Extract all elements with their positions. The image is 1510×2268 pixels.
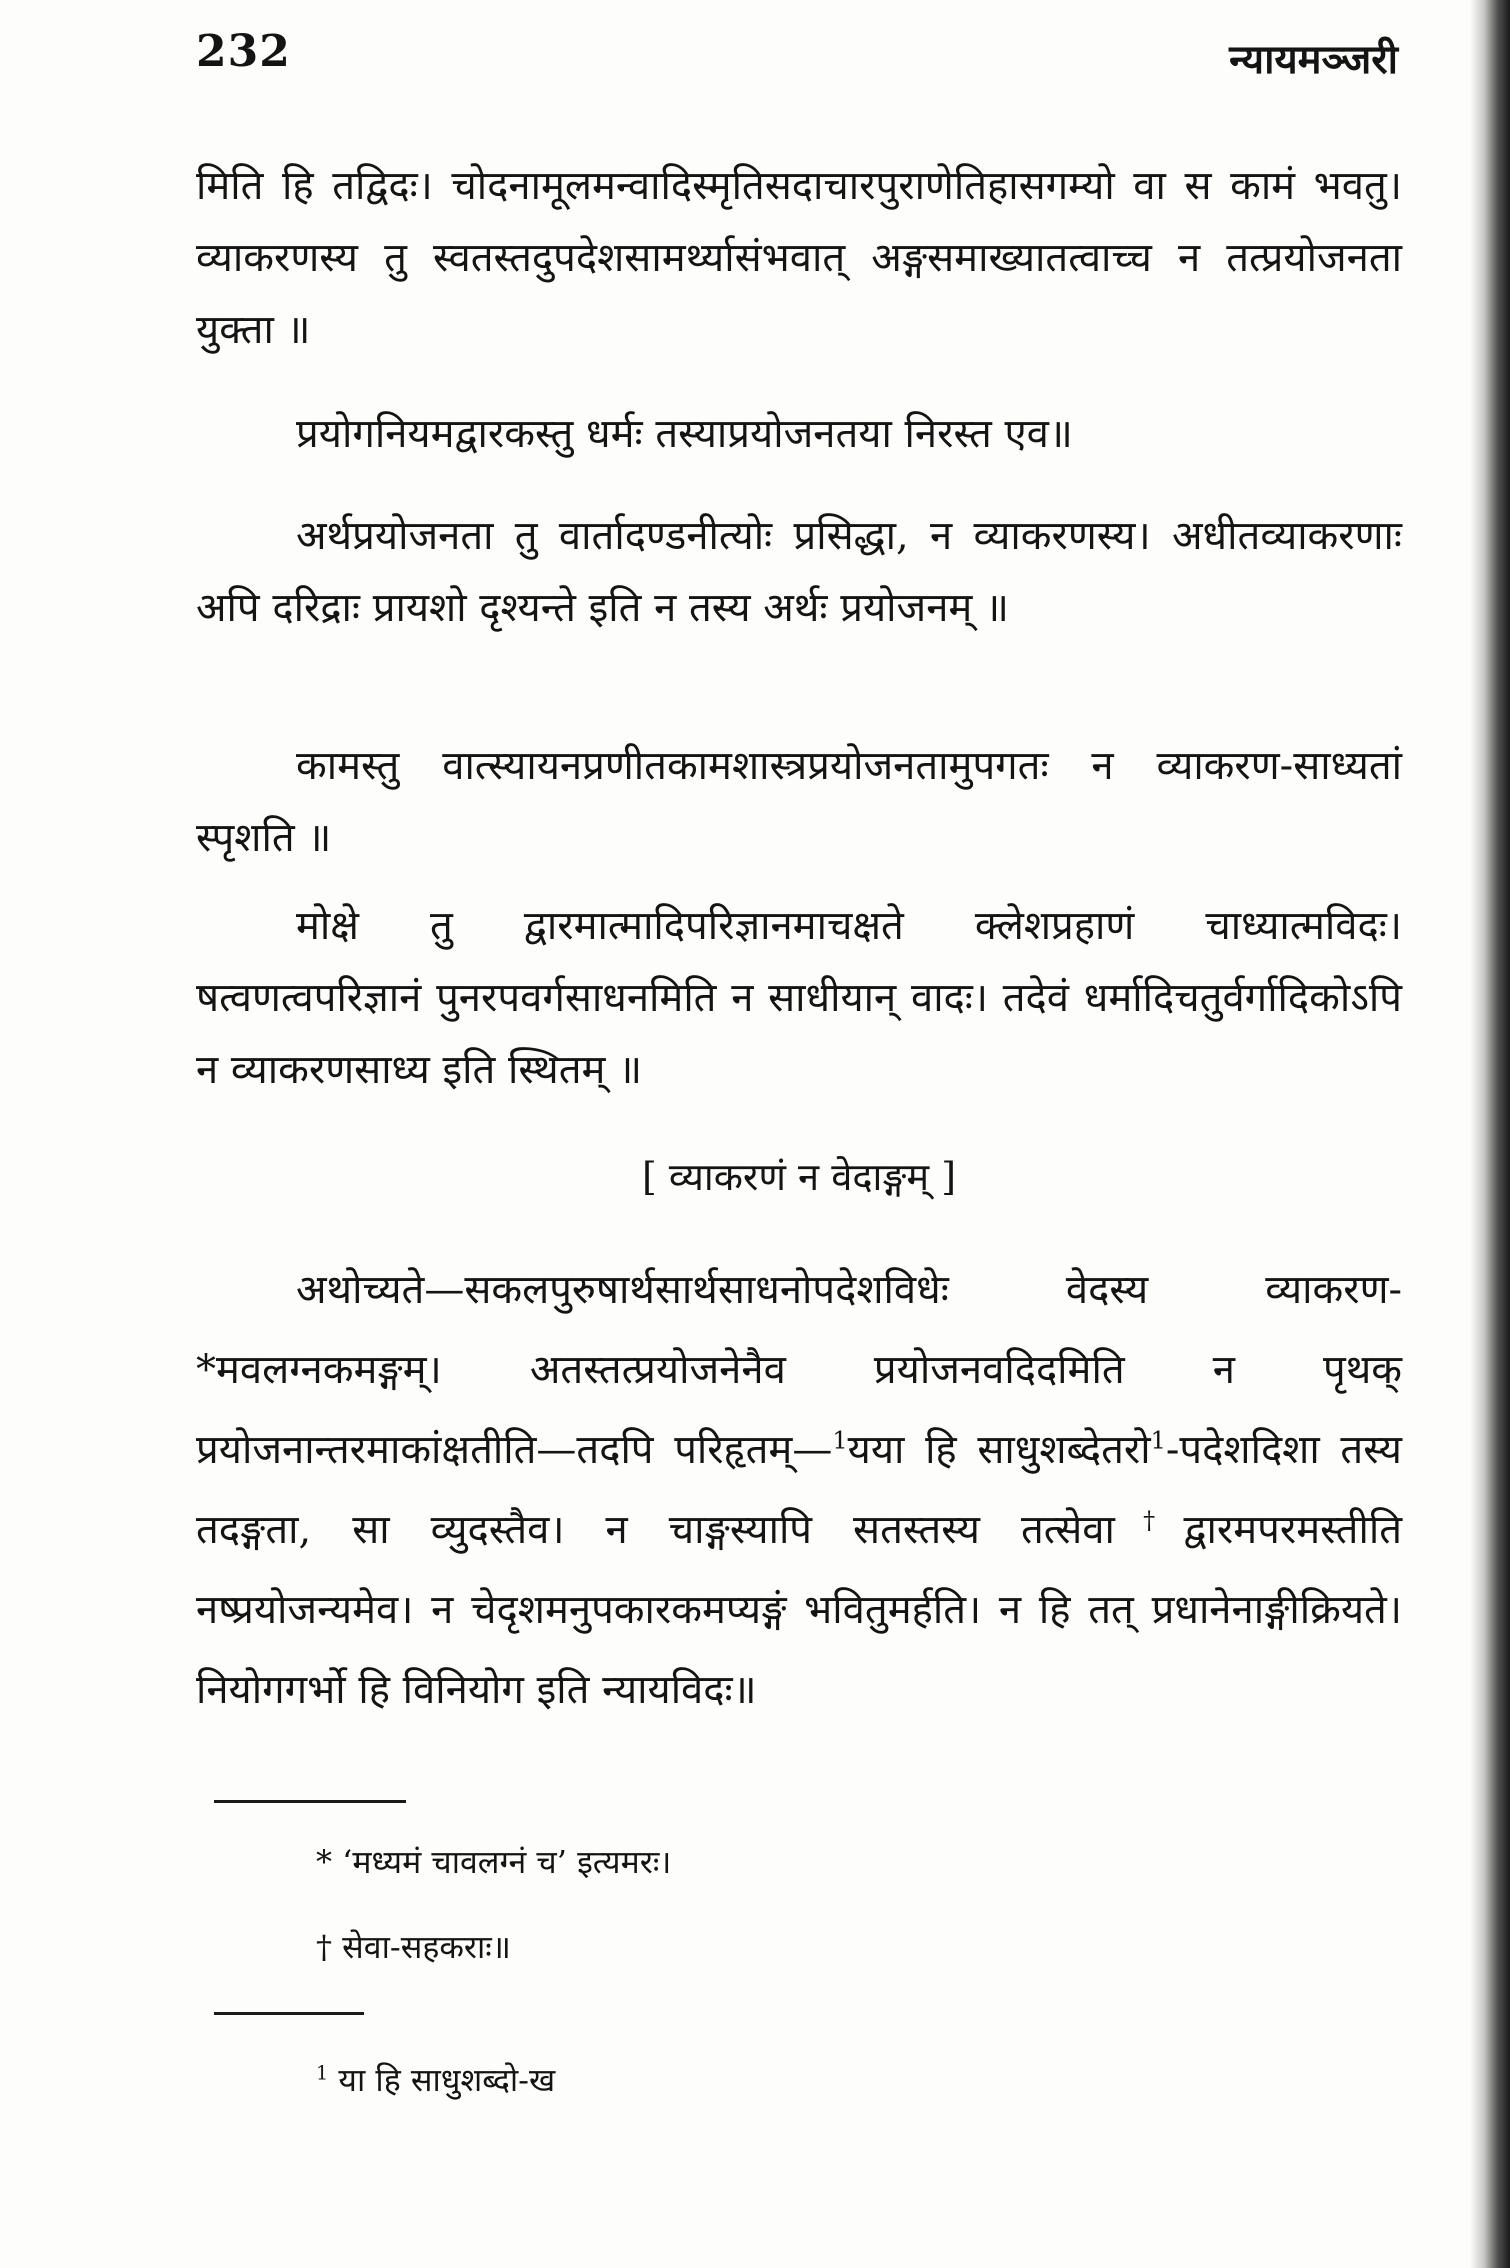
variant-note — [316, 2058, 555, 2102]
page-number: 232 — [196, 26, 291, 77]
footnote-dagger-marker: † — [1114, 1506, 1184, 1535]
paragraph-text: मिति हि तद्विदः। चोदनामूलमन्वादिस्मृतिसदाचारपुराणेतिहासगम्यो वा स कामं भवतु। व्याकरणस्य तु स्वतस्तदुपदेशसामर्थ्यासंभवात् अङ्गसमाख्यातत्वाच्च न तत्प्रयोजनता युक्ता ॥ — [196, 163, 1402, 353]
footnote-rule — [214, 1800, 406, 1803]
paragraph-4 — [196, 730, 1402, 874]
section-text-part: यया हि साधुशब्देतरो — [847, 1427, 1151, 1473]
section-paragraph-text — [196, 1250, 1402, 1730]
section-heading: [ व्याकरणं न वेदाङ्गम् ] — [641, 1155, 957, 1199]
footnote-text: ‘मध्यमं चावलग्नं च’ इत्यमरः। — [342, 1843, 672, 1881]
paragraph-text: अर्थप्रयोजनता तु वार्तादण्डनीत्योः प्रसिद्धा, न व्याकरणस्य। अधीतव्याकरणाः अपि दरिद्राः प्रायशो दृश्यन्ते इति न तस्य अर्थः प्रयोजनम् ॥ — [196, 513, 1402, 631]
footnote-star-marker: * — [196, 1347, 216, 1393]
footnote-mark: † — [316, 1928, 332, 1966]
variant-rule — [214, 2012, 364, 2015]
footnote-item — [316, 1840, 671, 1884]
paragraph-5 — [196, 890, 1402, 1106]
variant-marker: 1 — [1150, 1426, 1166, 1455]
section-text-part: अथोच्यते—सकलपुरुषार्थसार्थसाधनोपदेशविधेः वेदस्य व्याकरण- — [296, 1267, 1402, 1313]
paragraph-text: प्रयोगनियमद्वारकस्तु धर्मः तस्याप्रयोजनतया निरस्त एव॥ — [296, 411, 1073, 457]
section-text-part: द्वारमपरमस्तीति नष्प्रयोजन्यमेव। न चेदृशमनुपकारकमप्यङ्गं भवितुमर्हति। न हि तत् प्रधानेनाङ्गीक्रियते। नियोगगर्भो हि विनियोग इति न्यायविदः॥ — [196, 1507, 1403, 1713]
running-title: न्यायमञ्जरी — [1229, 36, 1398, 83]
paragraph-text: मोक्षे तु द्वारमात्मादिपरिज्ञानमाचक्षते क्लेशप्रहाणं चाध्यात्मविदः। षत्वणत्वपरिज्ञानं पुनरपवर्गसाधनमिति न साधीयान् वादः। तदेवं धर्मादिचतुर्वर्गादिकोऽपि न व्याकरणसाध्य इति स्थितम् ॥ — [196, 903, 1402, 1093]
paragraph-2 — [196, 398, 1402, 470]
variant-marker: 1 — [832, 1426, 848, 1455]
paragraph-text: कामस्तु वात्स्यायनप्रणीतकामशास्त्रप्रयोजनतामुपगतः न व्याकरण-साध्यतां स्पृशति ॥ — [196, 743, 1402, 861]
section-text-part: मवलग्नकमङ्गम्। अतस्तत्प्रयोजनेनैव प्रयोजनवदिदमिति न पृथक् प्रयोजनान्तरमाकांक्षतीति—तदपि परिहृतम्— — [196, 1347, 1402, 1473]
footnote-item — [316, 1925, 511, 1969]
variant-note-text: या हि साधुशब्दो-ख — [338, 2061, 556, 2099]
binding-edge — [1470, 0, 1510, 2268]
variant-note-mark: 1 — [316, 2061, 329, 2085]
footnote-text: सेवा-सहकराः॥ — [342, 1928, 511, 1966]
footnote-mark: * — [316, 1843, 332, 1881]
paragraph-3 — [196, 500, 1402, 644]
paragraph-1 — [196, 150, 1402, 366]
section-paragraph — [196, 1250, 1402, 1730]
section-text-part: -पदेशदिशा तस्य तदङ्गता, सा व्युदस्तैव। न चाङ्गस्यापि सतस्तस्य तत्सेवा — [196, 1427, 1402, 1553]
